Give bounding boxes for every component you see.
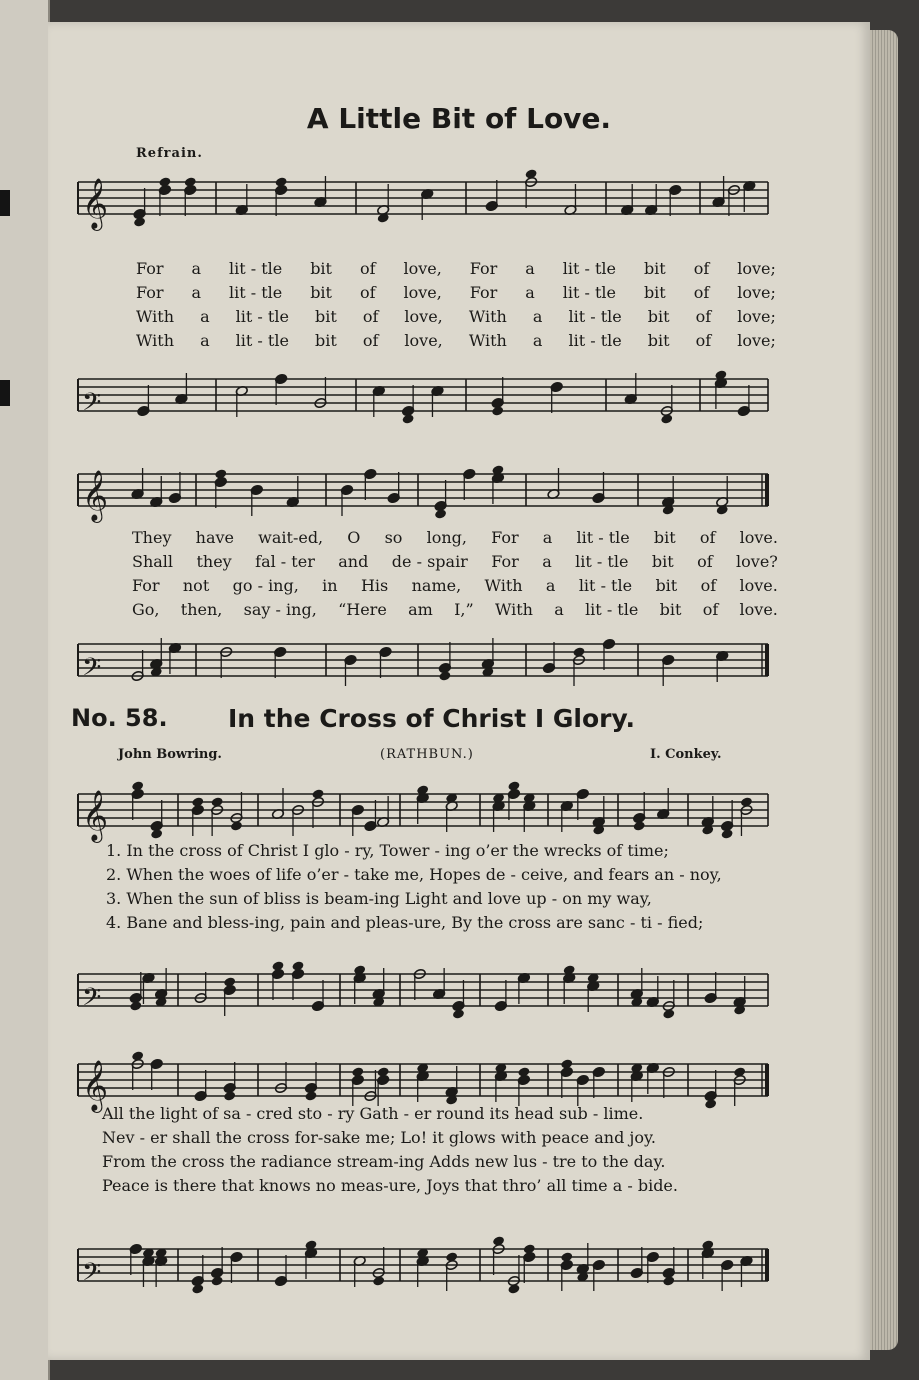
hymn2-composer: I. Conkey.: [650, 747, 722, 762]
lyric-word: of: [693, 283, 710, 302]
note-head: [133, 216, 146, 227]
note-head: [131, 780, 144, 791]
lyric-word: bit: [659, 600, 682, 619]
lyric-word: a: [191, 283, 202, 302]
lyric-word: of: [359, 259, 376, 278]
lyric-word: Go,: [132, 600, 160, 619]
note-head: [523, 1243, 536, 1254]
bass-clef-icon: 𝄢: [82, 653, 102, 688]
hymn2-system1-bass-staff: [78, 962, 768, 1032]
lyric-word: they: [196, 552, 232, 571]
lyric-word: lit - tle: [235, 331, 289, 350]
lyric-line: [132, 598, 778, 622]
note-head: [377, 1066, 390, 1077]
note-head: [491, 405, 504, 416]
lyric-word: long,: [426, 528, 467, 547]
lyric-word: of: [697, 552, 713, 571]
lyric-word: of: [695, 331, 712, 350]
note-head: [560, 1251, 573, 1262]
note-head: [560, 1058, 573, 1069]
note-head: [740, 796, 753, 807]
lyric-word: a: [525, 259, 535, 278]
note-head: [211, 1275, 224, 1286]
lyric-line: [136, 281, 776, 305]
lyric-word: lit - tle: [235, 307, 289, 326]
note-head: [492, 1235, 505, 1246]
note-head: [733, 1066, 746, 1077]
lyric-word: love;: [737, 331, 776, 350]
lyric-word: bit: [310, 259, 332, 278]
lyric-word: a: [200, 331, 210, 350]
lyric-word: lit - tle: [228, 259, 283, 278]
note-head: [402, 413, 415, 424]
lyric-word: say - ing,: [243, 600, 317, 619]
lyric-word: and: [338, 552, 369, 571]
hymn2-system2-bass-staff: [78, 1237, 768, 1307]
bass-clef-icon: 𝄢: [82, 1258, 102, 1293]
lyric-line: 3. When the sun of bliss is beam-ing Light and love up - on my way,: [106, 889, 652, 908]
treble-clef-icon: 𝄞: [82, 1060, 109, 1111]
note-head: [372, 1275, 385, 1286]
note-head: [223, 976, 236, 987]
note-head: [223, 1090, 236, 1101]
note-head: [633, 820, 646, 831]
lyric-word: love,: [403, 283, 442, 302]
lyric-word: of: [693, 259, 710, 278]
note-head: [131, 1050, 144, 1061]
lyric-word: With: [494, 600, 533, 619]
note-head: [452, 1008, 465, 1019]
note-head: [517, 1066, 530, 1077]
lyric-line: Nev - er shall the cross for-sake me; Lo! it glows with peace and joy.: [102, 1128, 656, 1147]
lyric-word: With: [468, 331, 507, 350]
lyric-word: bit: [310, 283, 332, 302]
lyric-word: With: [468, 307, 507, 326]
lyric-word: name,: [411, 576, 462, 595]
lyric-line: 4. Bane and bless-ing, pain and pleas-ure, By the cross are sanc - ti - fied;: [106, 913, 704, 932]
treble-clef-icon: 𝄞: [82, 178, 109, 229]
final-barline: [765, 644, 769, 676]
lyric-word: of: [695, 307, 712, 326]
lyric-word: a: [200, 307, 210, 326]
note-head: [304, 1090, 317, 1101]
hymnal-page: [48, 22, 870, 1360]
lyric-line: Peace is there that knows no meas-ure, Joys that thro’ all time a - bide.: [102, 1176, 678, 1195]
note-head: [445, 1251, 458, 1262]
lyric-word: bit: [647, 307, 670, 326]
lyric-word: love;: [737, 307, 776, 326]
lyric-line: [132, 526, 778, 550]
lyric-word: am: [408, 600, 433, 619]
note-head: [572, 646, 585, 657]
lyric-word: of: [699, 528, 716, 547]
lyric-word: lit - tle: [562, 259, 616, 278]
final-barline: [765, 1064, 769, 1096]
lyric-word: fal - ter: [255, 552, 315, 571]
lyric-word: bit: [643, 283, 666, 302]
lyric-word: have: [195, 528, 234, 547]
lyric-word: lit - tle: [568, 307, 622, 326]
hymn1-system2-lyrics: [132, 526, 778, 622]
lyric-word: lit - tle: [576, 528, 630, 547]
lyric-word: in: [322, 576, 338, 595]
lyric-word: love.: [739, 576, 778, 595]
lyric-word: a: [545, 576, 556, 595]
lyric-line: From the cross the radiance stream-ing Adds new lus - tre to the day.: [102, 1152, 666, 1171]
lyric-word: a: [542, 552, 552, 571]
lyric-word: of: [702, 600, 719, 619]
lyric-word: lit - tle: [575, 552, 629, 571]
lyric-word: bit: [643, 259, 666, 278]
note-head: [150, 828, 163, 839]
lyric-word: For: [491, 552, 519, 571]
lyric-word: With: [484, 576, 523, 595]
lyric-word: For: [469, 283, 498, 302]
lyric-word: of: [359, 283, 376, 302]
lyric-line: 1. In the cross of Christ I glo - ry, Tower - ing o’er the wrecks of time;: [106, 841, 669, 860]
lyric-word: For: [136, 283, 164, 302]
lyric-word: For: [136, 259, 164, 278]
lyric-word: For: [132, 576, 160, 595]
note-head: [129, 1000, 142, 1011]
lyric-line: [132, 574, 778, 598]
lyric-word: love,: [404, 331, 443, 350]
note-head: [158, 176, 171, 187]
lyric-word: For: [469, 259, 498, 278]
lyric-word: “Here: [338, 600, 387, 619]
lyric-word: O: [347, 528, 361, 547]
note-head: [438, 670, 451, 681]
treble-clef-icon: 𝄞: [82, 470, 109, 521]
lyric-word: wait-ed,: [258, 528, 324, 547]
lyric-word: lit - tle: [578, 576, 633, 595]
lyric-word: then,: [180, 600, 223, 619]
note-head: [351, 1066, 364, 1077]
bass-clef-icon: 𝄢: [82, 983, 102, 1018]
note-head: [291, 960, 304, 971]
lyric-word: bit: [651, 552, 674, 571]
lyric-word: bit: [314, 307, 337, 326]
lyric-line: [136, 329, 776, 353]
hymn1-title: A Little Bit of Love.: [306, 102, 612, 135]
hymn1-system1-treble-staff: [78, 170, 768, 240]
note-head: [662, 1008, 675, 1019]
lyric-word: of: [700, 576, 717, 595]
lyric-word: a: [554, 600, 564, 619]
final-barline: [765, 474, 769, 506]
lyric-word: Shall: [132, 552, 174, 571]
lyric-word: They: [132, 528, 172, 547]
note-head: [271, 960, 284, 971]
lyric-word: go - ing,: [232, 576, 299, 595]
lyric-word: so: [384, 528, 403, 547]
hymn2-system2-lyrics: [102, 1102, 742, 1198]
note-head: [275, 176, 288, 187]
lyric-line: 2. When the woes of life o’er - take me, Hopes de - ceive, and fears an - noy,: [106, 865, 722, 884]
note-head: [660, 413, 673, 424]
hymn1-system1-bass-staff: [78, 367, 768, 437]
lyric-line: [136, 257, 776, 281]
page-edge: [870, 30, 898, 1350]
hymn2-number: No. 58.: [71, 704, 168, 732]
lyric-word: love;: [737, 283, 776, 302]
lyric-word: love;: [737, 259, 776, 278]
note-head: [311, 788, 324, 799]
lyric-word: a: [191, 259, 202, 278]
lyric-word: lit - tle: [562, 283, 616, 302]
lyric-word: bit: [655, 576, 678, 595]
hymn2-tune: (RATHBUN.): [380, 747, 474, 762]
note-head: [434, 508, 447, 519]
lyric-word: lit - tle: [568, 331, 622, 350]
final-barline: [765, 1249, 769, 1281]
lyric-word: of: [362, 331, 379, 350]
lyric-word: bit: [653, 528, 676, 547]
lyric-word: of: [362, 307, 379, 326]
hymn1-system2-treble-staff: [78, 462, 768, 532]
spine-mark: [0, 380, 10, 406]
lyric-word: bit: [647, 331, 670, 350]
note-head: [662, 1275, 675, 1286]
lyric-word: bit: [314, 331, 337, 350]
hymn1-system1-lyrics: [136, 257, 776, 353]
lyric-word: love?: [736, 552, 778, 571]
note-head: [191, 796, 204, 807]
lyric-word: a: [525, 283, 535, 302]
bass-clef-icon: 𝄢: [82, 388, 102, 423]
lyric-word: With: [136, 331, 175, 350]
refrain-label: Refrain.: [136, 146, 203, 161]
note-head: [721, 828, 734, 839]
lyric-word: love,: [403, 259, 442, 278]
lyric-word: love,: [404, 307, 443, 326]
lyric-word: love.: [739, 528, 778, 547]
note-head: [507, 1283, 520, 1294]
lyric-word: For: [491, 528, 519, 547]
book-spine: [0, 0, 50, 1380]
lyric-word: not: [182, 576, 210, 595]
note-head: [191, 1283, 204, 1294]
note-head: [211, 796, 224, 807]
lyric-word: His: [360, 576, 389, 595]
lyric-line: [132, 550, 778, 574]
hymn2-author: John Bowring.: [118, 747, 222, 762]
lyric-word: a: [532, 331, 543, 350]
lyric-word: I,”: [454, 600, 474, 619]
note-head: [214, 468, 227, 479]
lyric-word: love.: [739, 600, 778, 619]
lyric-word: With: [136, 307, 175, 326]
hymn1-system2-bass-staff: [78, 632, 768, 702]
lyric-line: All the light of sa - cred sto - ry Gath - er round its head sub - lime.: [102, 1104, 644, 1123]
lyric-word: lit - tle: [585, 600, 639, 619]
spine-mark: [0, 190, 10, 216]
hymn2-title: In the Cross of Christ I Glory.: [228, 704, 635, 733]
hymn2-system1-lyrics: [106, 839, 746, 935]
note-head: [525, 168, 538, 179]
lyric-line: [136, 305, 776, 329]
treble-clef-icon: 𝄞: [82, 790, 109, 841]
lyric-word: a: [542, 528, 553, 547]
note-head: [507, 780, 520, 791]
lyric-word: a: [532, 307, 543, 326]
note-head: [230, 820, 243, 831]
lyric-word: de - spair: [391, 552, 468, 571]
note-head: [184, 176, 197, 187]
lyric-word: lit - tle: [228, 283, 283, 302]
